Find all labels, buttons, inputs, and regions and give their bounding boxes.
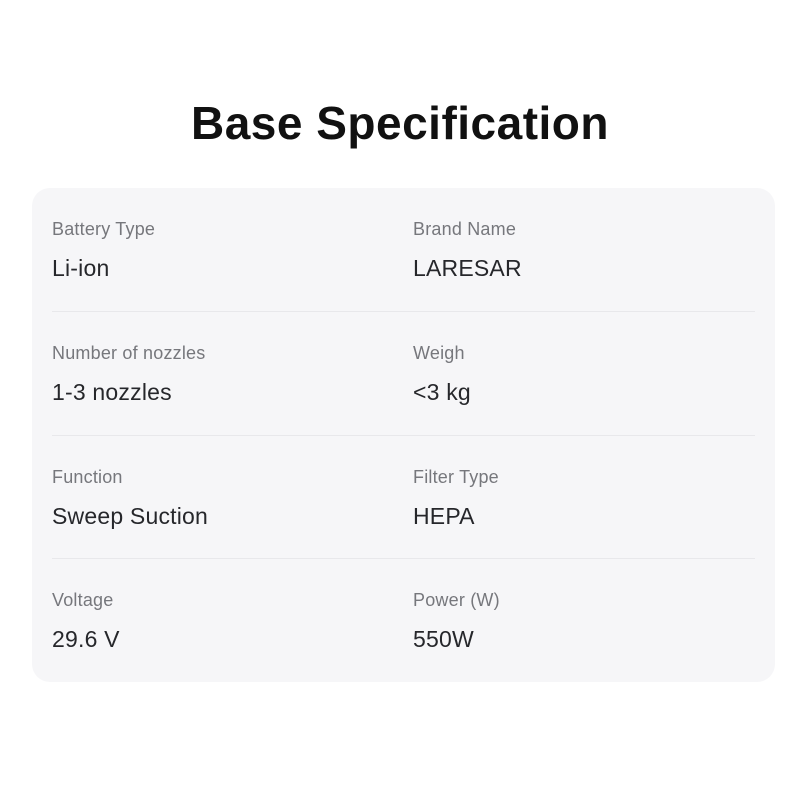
spec-row-function-filter [32,436,775,559]
spec-label: Filter Type [413,466,499,487]
spec-row-battery-brand [32,188,775,311]
spec-label: Weigh [413,342,465,363]
spec-label: Voltage [52,590,114,611]
spec-label: Number of nozzles [52,342,206,363]
spec-cell-voltage [52,588,413,660]
spec-cell-power [413,588,775,660]
page-title: Base Specification [190,97,610,149]
spec-value: Li-ion [52,255,110,281]
spec-row-nozzles-weight [32,312,775,435]
spec-value: 29.6 V [52,626,120,653]
spec-value: 550W [413,626,474,653]
spec-cell-brand-name [413,217,775,289]
spec-cell-weight [413,341,775,413]
spec-value: 1-3 nozzles [52,378,172,405]
spec-cell-battery-type [52,217,413,289]
spec-value: HEPA [413,502,475,529]
spec-label: Brand Name [413,219,517,239]
spec-card [32,188,775,682]
spec-value: <3 kg [413,378,471,405]
spec-row-voltage-power [32,559,775,682]
spec-label: Function [52,466,123,487]
spec-cell-filter-type [413,465,775,537]
spec-cell-number-of-nozzles [52,341,413,413]
spec-label: Power (W) [413,590,500,611]
spec-value: LARESAR [413,255,522,281]
spec-label: Battery Type [52,219,156,239]
spec-cell-function [52,465,413,537]
spec-value: Sweep Suction [52,502,209,529]
